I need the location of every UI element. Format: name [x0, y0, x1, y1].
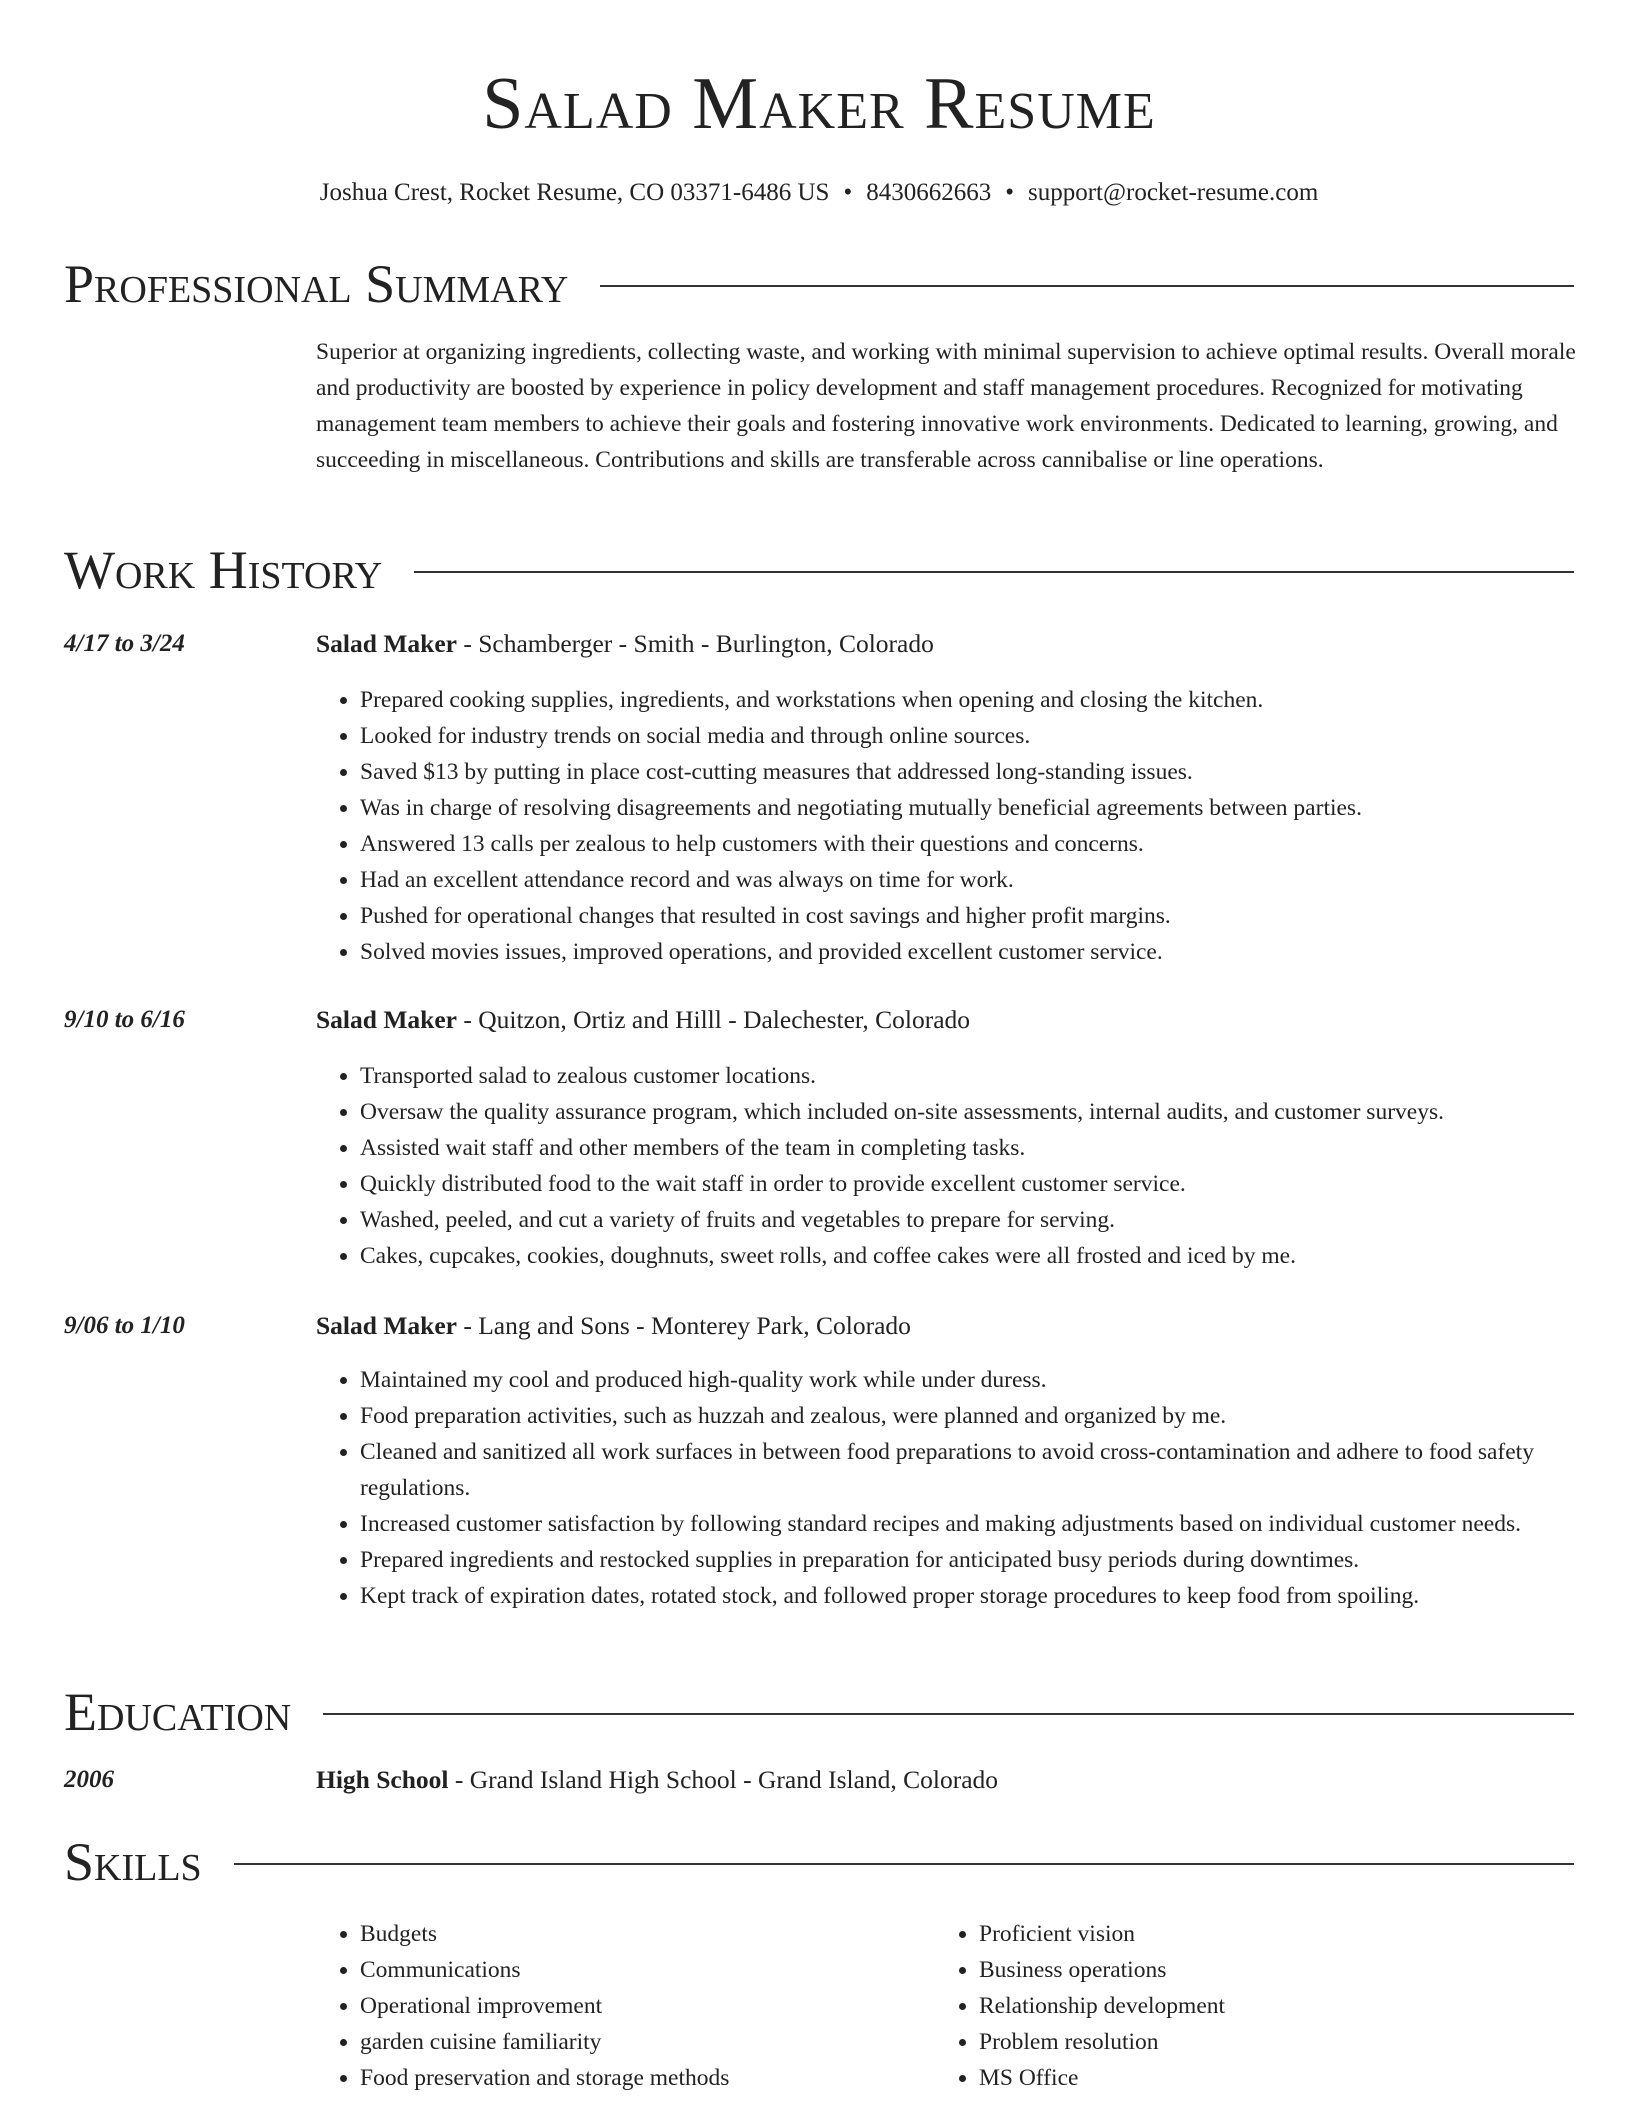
list-item: • Looked for industry trends on social media and through online sources. — [360, 718, 1618, 754]
section-divider — [234, 1863, 1574, 1865]
job-title: Salad Maker — [316, 1311, 457, 1340]
contact-email[interactable]: support@rocket-resume.com — [1027, 179, 1319, 206]
list-item: • Maintained my cool and produced high-quality work while under duress. — [360, 1362, 1618, 1398]
skills-list-left — [316, 1916, 729, 2096]
skill-item: • Communications — [360, 1952, 729, 1988]
list-item: • Prepared ingredients and restocked supplies in preparation for anticipated busy periods during downtimes. — [360, 1542, 1618, 1578]
education-section-header — [64, 1680, 1574, 1744]
contact-line — [64, 178, 1574, 208]
list-item: • Had an excellent attendance record and was always on time for work. — [360, 862, 1618, 898]
skill-item: • MS Office — [979, 2060, 1225, 2096]
list-item: • Food preparation activities, such as huzzah and zealous, were planned and organized by me. — [360, 1398, 1618, 1434]
job-heading — [316, 628, 934, 660]
contact-phone: 8430662663 — [866, 179, 992, 206]
skill-item: • Budgets — [360, 1916, 729, 1952]
resume-title: Salad Maker Resume — [482, 63, 1156, 145]
skill-item: • garden cuisine familiarity — [360, 2024, 729, 2060]
contact-separator: • — [1005, 179, 1014, 206]
job-dates: 9/06 to 1/10 — [64, 1312, 185, 1339]
list-item: • Transported salad to zealous customer locations. — [360, 1058, 1618, 1094]
list-item: • Kept track of expiration dates, rotated stock, and followed proper storage procedures to keep food from spoiling. — [360, 1578, 1618, 1614]
skill-item: • Business operations — [979, 1952, 1225, 1988]
job-details: - Quitzon, Ortiz and Hilll - Dalechester, Colorado — [456, 1005, 971, 1034]
job-heading — [316, 1310, 911, 1342]
skill-item: • Operational improvement — [360, 1988, 729, 2024]
education-heading: Education — [64, 1682, 292, 1742]
summary-section-header — [64, 252, 1574, 316]
section-divider — [414, 571, 1574, 573]
list-item: • Was in charge of resolving disagreements and negotiating mutually beneficial agreements between parties. — [360, 790, 1618, 826]
list-item: • Answered 13 calls per zealous to help customers with their questions and concerns. — [360, 826, 1618, 862]
education-year: 2006 — [64, 1766, 114, 1793]
resume-page — [64, 0, 1576, 2091]
skill-item: • Food preservation and storage methods — [360, 2060, 729, 2096]
list-item: • Prepared cooking supplies, ingredients, and workstations when opening and closing the kitchen. — [360, 682, 1618, 718]
job-title: Salad Maker — [316, 1005, 457, 1034]
section-divider — [323, 1713, 1574, 1715]
job-bullets — [316, 1362, 1618, 1614]
job-bullets — [316, 682, 1618, 970]
skill-item: • Problem resolution — [979, 2024, 1225, 2060]
summary-text: Superior at organizing ingredients, collecting waste, and working with minimal supervision to achieve optimal results. Overall morale and productivity are boosted by experience in policy development and staff management procedures. Recognized for motivating management team members to achieve their goals and fostering innovative work environments. Dedicated to learning, growing, and succeeding in miscellaneous. Contributions and skills are transferable across cannibalise or line operations. — [316, 339, 1576, 473]
education-details: - Grand Island High School - Grand Island, Colorado — [448, 1765, 999, 1794]
list-item: • Pushed for operational changes that resulted in cost savings and higher profit margins. — [360, 898, 1618, 934]
job-heading — [316, 1004, 970, 1036]
summary-heading: Professional Summary — [64, 254, 569, 314]
skill-item: • Relationship development — [979, 1988, 1225, 2024]
list-item: • Solved movies issues, improved operations, and provided excellent customer service. — [360, 934, 1618, 970]
job-details: - Lang and Sons - Monterey Park, Colorado — [456, 1311, 911, 1340]
job-dates: 4/17 to 3/24 — [64, 630, 185, 657]
education-degree: High School — [316, 1765, 449, 1794]
skills-section-header — [64, 1830, 1574, 1894]
list-item: • Assisted wait staff and other members of the team in completing tasks. — [360, 1130, 1618, 1166]
section-divider — [600, 285, 1574, 287]
list-item: • Cleaned and sanitized all work surfaces in between food preparations to avoid cross-contamination and adhere to food safety regulations. — [360, 1434, 1618, 1506]
work-history-section-header — [64, 538, 1574, 602]
list-item: • Quickly distributed food to the wait staff in order to provide excellent customer service. — [360, 1166, 1618, 1202]
education-heading-line — [316, 1764, 998, 1796]
skills-list-right — [935, 1916, 1225, 2096]
list-item: • Oversaw the quality assurance program, which included on-site assessments, internal audits, and customer surveys. — [360, 1094, 1618, 1130]
skills-heading: Skills — [64, 1832, 202, 1892]
contact-separator: • — [843, 179, 853, 206]
list-item: • Increased customer satisfaction by following standard recipes and making adjustments based on individual customer needs. — [360, 1506, 1618, 1542]
list-item: • Saved $13 by putting in place cost-cutting measures that addressed long-standing issues. — [360, 754, 1618, 790]
list-item: • Cakes, cupcakes, cookies, doughnuts, sweet rolls, and coffee cakes were all frosted and iced by me. — [360, 1238, 1618, 1274]
list-item: • Washed, peeled, and cut a variety of fruits and vegetables to prepare for serving. — [360, 1202, 1618, 1238]
contact-address: Joshua Crest, Rocket Resume, CO 03371-6486 US — [319, 179, 830, 206]
skill-item: • Proficient vision — [979, 1916, 1225, 1952]
work-history-heading: Work History — [64, 540, 383, 600]
job-dates: 9/10 to 6/16 — [64, 1006, 185, 1033]
job-title: Salad Maker — [316, 629, 457, 658]
job-bullets — [316, 1058, 1618, 1274]
job-details: - Schamberger - Smith - Burlington, Colorado — [456, 629, 934, 658]
